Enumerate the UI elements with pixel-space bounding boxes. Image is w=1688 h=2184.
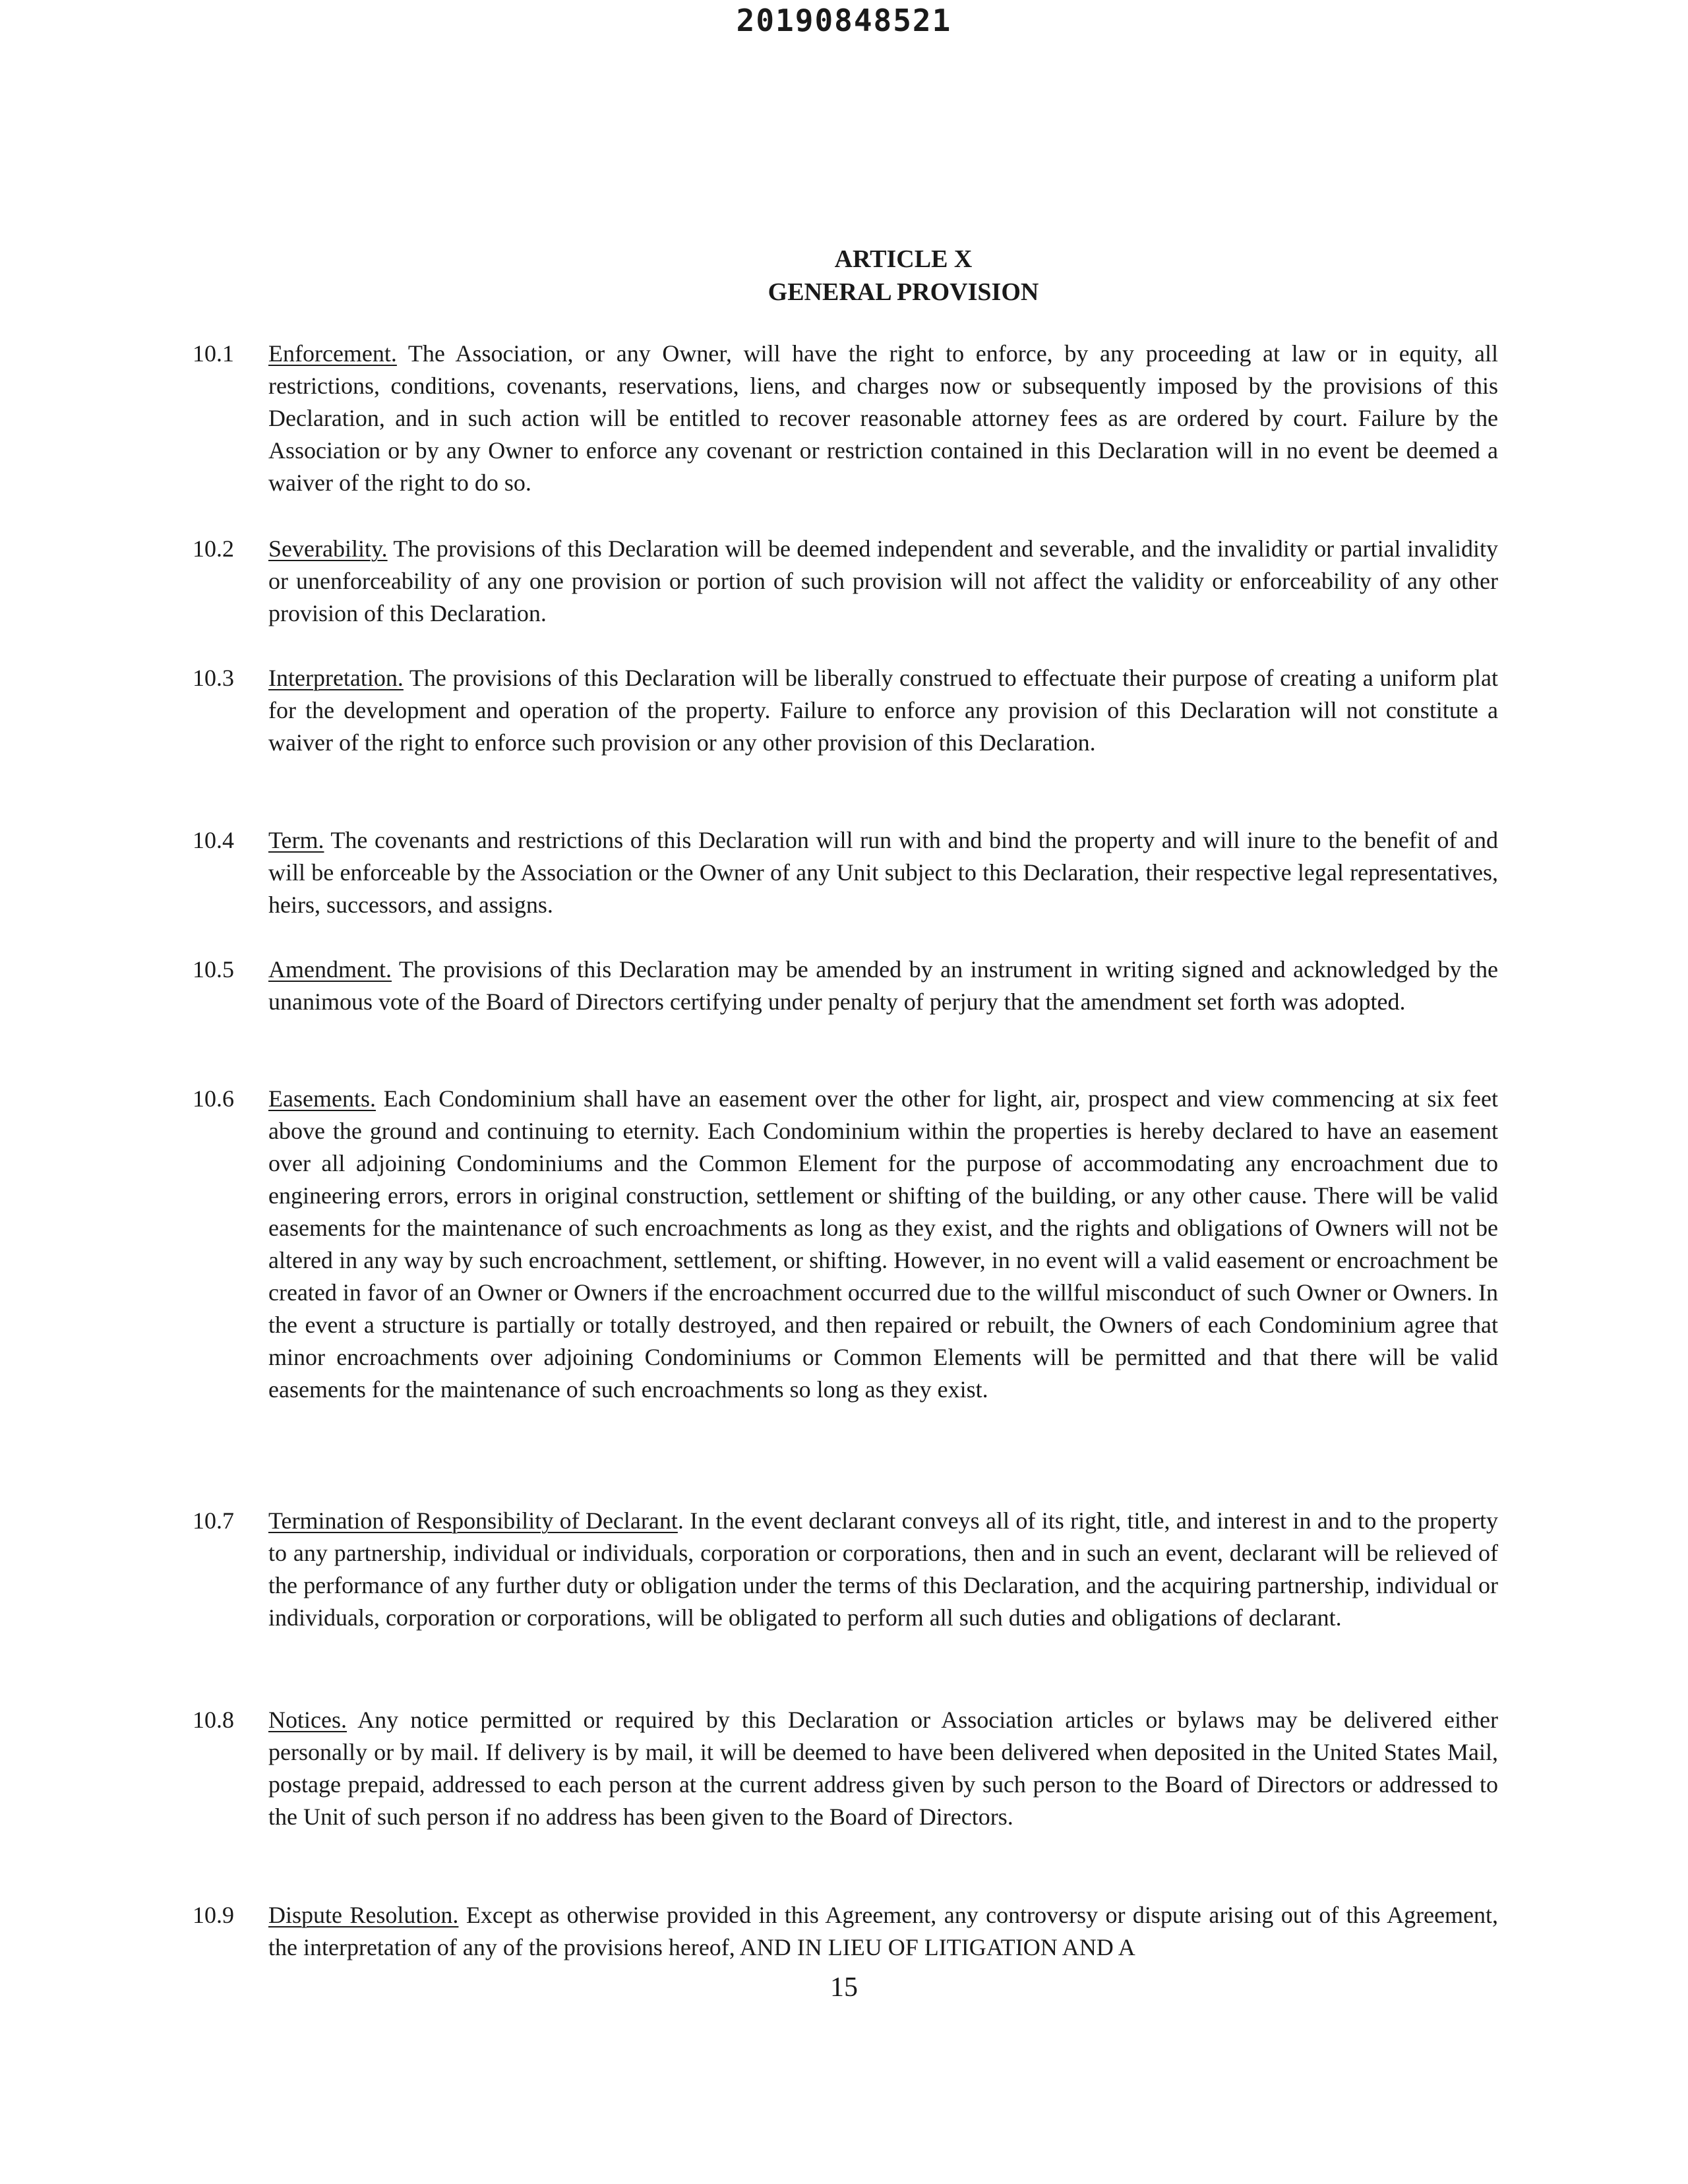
section-title: Easements.	[268, 1085, 376, 1112]
section-amendment	[193, 954, 1498, 1018]
section-severability	[193, 533, 1498, 630]
section-termination-of-responsibility	[193, 1505, 1498, 1634]
section-term	[193, 824, 1498, 921]
section-text: Any notice permitted or required by this Declaration or Association articles or bylaws may be delivered either personally or by mail. If delivery is by mail, it will be deemed to have been delivered when deposited in the United States Mail, postage prepaid, addressed to each person at the current address given by such person to the Board of Directors or addressed to the Unit of such person if no address has been given to the Board of Directors.	[268, 1707, 1498, 1830]
section-text: Each Condominium shall have an easement over the other for light, air, prospect and view commencing at six feet above the ground and continuing to eternity. Each Condominium within the properties is hereby declared to have an easement over all adjoining Condominiums and the Common Element for the purpose of accommodating any encroachment due to engineering errors, errors in original construction, settlement or shifting of the building, or any other cause. There will be valid easements for the maintenance of such encroachments as long as they exist, and the rights and obligations of Owners will not be altered in any way by such encroachment, settlement, or shifting. However, in no event will a valid easement or encroachment be created in favor of an Owner or Owners if the encroachment occurred due to the willful misconduct of such Owner or Owners. In the event a structure is partially or totally destroyed, and then repaired or rebuilt, the Owners of each Condominium agree that minor encroachments over adjoining Condominiums or Common Elements will be permitted and that there will be valid easements for the maintenance of such encroachments so long as they exist.	[268, 1085, 1498, 1403]
section-enforcement	[193, 338, 1498, 499]
section-number: 10.1	[193, 340, 234, 367]
section-title: Dispute Resolution.	[268, 1902, 459, 1928]
article-subheading: GENERAL PROVISION	[768, 278, 1039, 306]
section-text: The provisions of this Declaration will be deemed independent and severable, and the invalidity or partial invalidity or unenforceability of any one provision or portion of such provision will not affect the validity or enforceability of any other provision of this Declaration.	[268, 535, 1498, 626]
document-number: 20190848521	[736, 3, 952, 38]
section-number: 10.5	[193, 956, 234, 983]
section-number: 10.8	[193, 1707, 234, 1733]
section-text: The provisions of this Declaration will be liberally construed to effectuate their purpose of creating a uniform plat for the development and operation of the property. Failure to enforce any provision of this Declaration will not constitute a waiver of the right to enforce such provision or any other provision of this Declaration.	[268, 665, 1498, 756]
section-text: The covenants and restrictions of this Declaration will run with and bind the property and will inure to the benefit of and will be enforceable by the Association or the Owner of any Unit subject to this Declaration, their respective legal representatives, heirs, successors, and assigns.	[268, 827, 1498, 918]
section-title: Interpretation.	[268, 665, 404, 691]
section-number: 10.2	[193, 535, 234, 562]
section-number: 10.3	[193, 665, 234, 691]
section-number: 10.9	[193, 1902, 234, 1928]
section-text: Except as otherwise provided in this Agreement, any controversy or dispute arising out of this Agreement, the interpretation of any of the provisions hereof, AND IN LIEU OF LITIGATION AND A	[268, 1902, 1498, 1960]
section-interpretation	[193, 662, 1498, 759]
section-number: 10.4	[193, 827, 234, 853]
section-notices	[193, 1704, 1498, 1833]
section-title: Notices.	[268, 1707, 347, 1733]
section-title: Term.	[268, 827, 324, 853]
section-title: Severability.	[268, 535, 388, 562]
section-easements	[193, 1083, 1498, 1406]
article-heading: ARTICLE X	[834, 245, 973, 273]
section-text: . In the event declarant conveys all of its right, title, and interest in and to the property to any partnership, individual or individuals, corporation or corporations, then and in such an event, declarant will be relieved of the performance of any further duty or obligation under the terms of this Declaration, and the acquiring partnership, individual or individuals, corporation or corporations, will be obligated to perform all such duties and obligations of declarant.	[268, 1507, 1498, 1631]
section-title: Amendment.	[268, 956, 392, 983]
section-title: Termination of Responsibility of Declarant	[268, 1507, 678, 1534]
section-dispute-resolution	[193, 1899, 1498, 1964]
section-text: The provisions of this Declaration may be amended by an instrument in writing signed and acknowledged by the unanimous vote of the Board of Directors certifying under penalty of perjury that the amendment set forth was adopted.	[268, 956, 1498, 1015]
page-number: 15	[830, 1972, 858, 2003]
section-number: 10.6	[193, 1085, 234, 1112]
section-text: The Association, or any Owner, will have the right to enforce, by any proceeding at law or in equity, all restrictions, conditions, covenants, reservations, liens, and charges now or subsequently imposed by the provisions of this Declaration, and in such action will be entitled to recover reasonable attorney fees as are ordered by court. Failure by the Association or by any Owner to enforce any covenant or restriction contained in this Declaration will in no event be deemed a waiver of the right to do so.	[268, 340, 1498, 496]
section-title: Enforcement.	[268, 340, 397, 367]
section-number: 10.7	[193, 1507, 234, 1534]
